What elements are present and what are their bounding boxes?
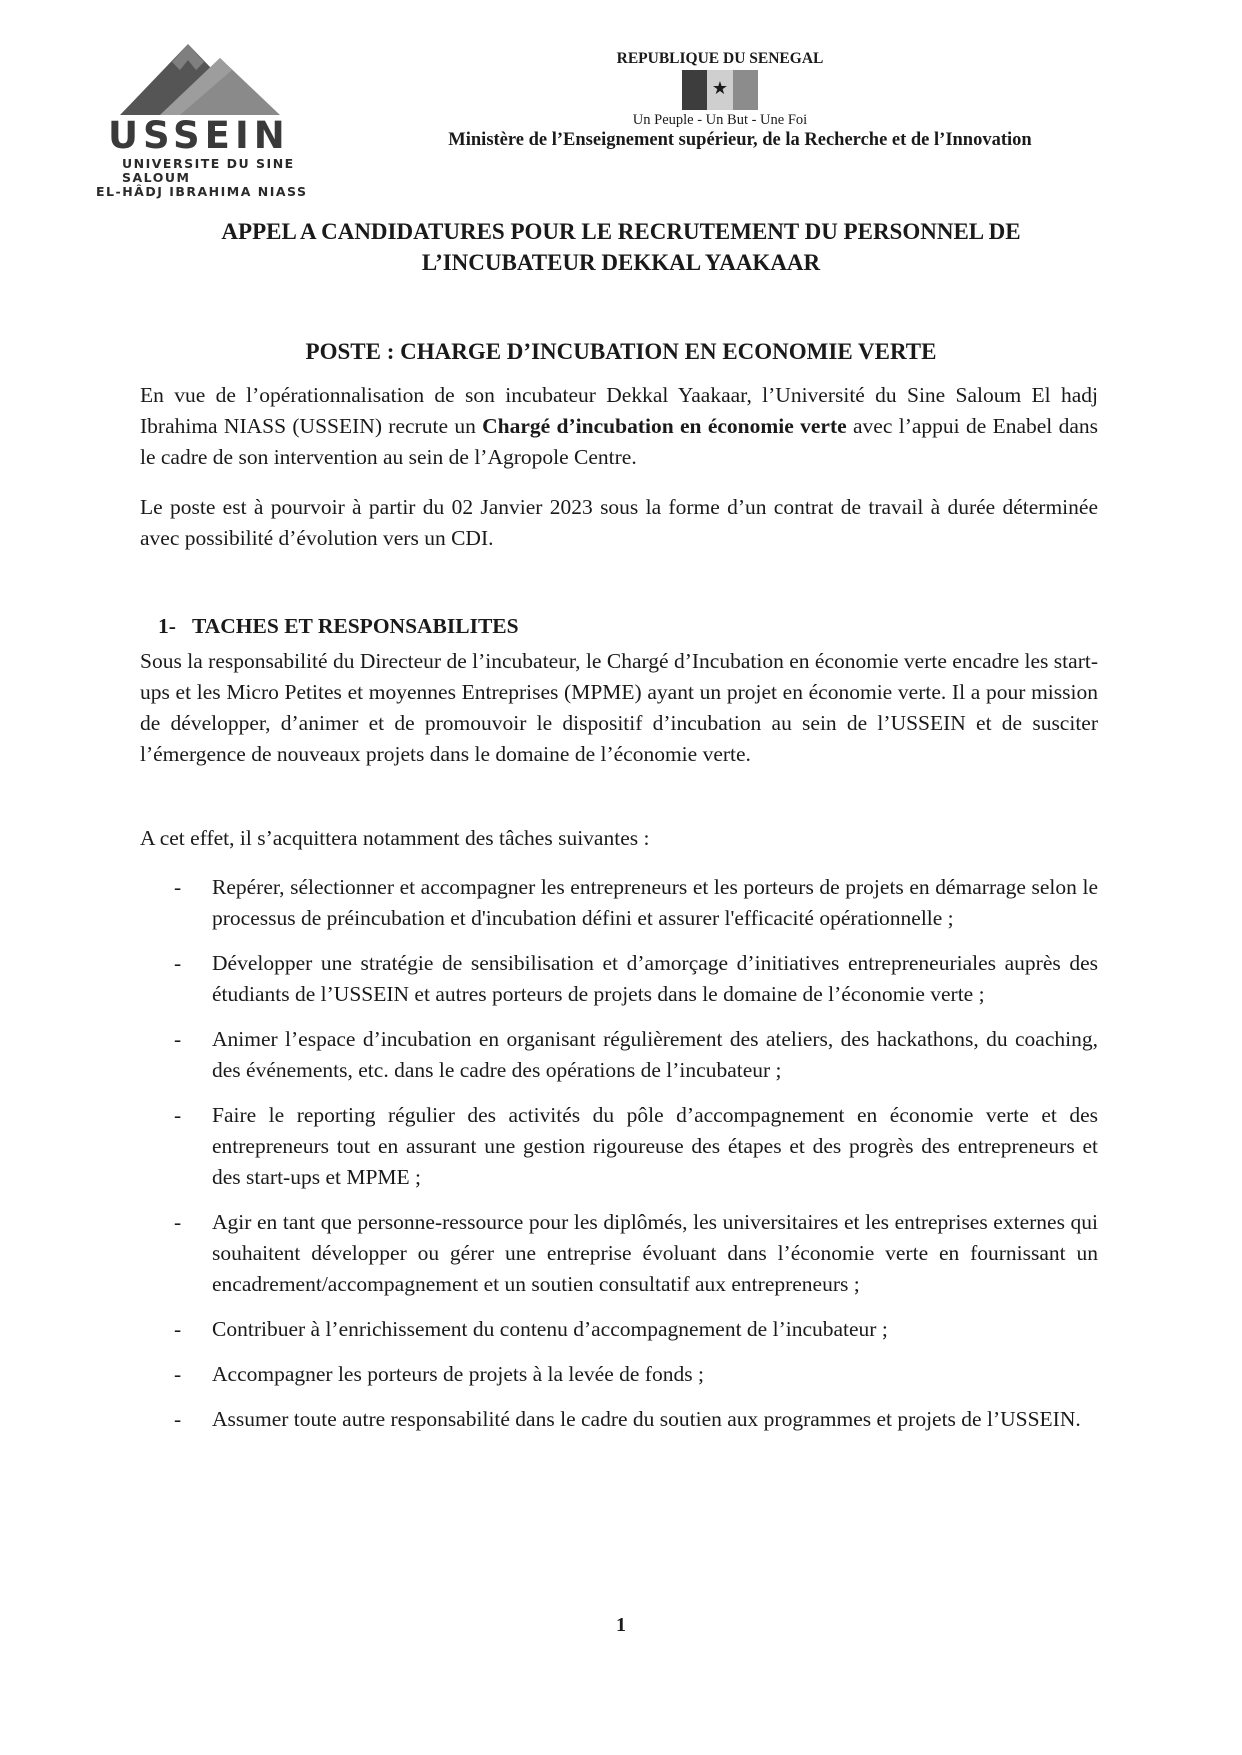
dash-bullet: - bbox=[174, 1027, 182, 1051]
logo-subtitle-2: EL-HÂDJ IBRAHIMA NIASS bbox=[96, 184, 308, 199]
task-text: Assumer toute autre responsabilité dans le cadre du soutien aux programmes et projets de l’USSEIN. bbox=[212, 1407, 1081, 1431]
list-item bbox=[140, 872, 1098, 934]
list-item bbox=[140, 948, 1098, 1010]
title-line-1: APPEL A CANDIDATURES POUR LE RECRUTEMENT DU PERSONNEL DE bbox=[221, 219, 1021, 244]
title-line-2: L’INCUBATEUR DEKKAL YAAKAAR bbox=[421, 250, 821, 275]
ussein-logo bbox=[92, 40, 332, 199]
list-item bbox=[140, 1100, 1098, 1193]
start-date-paragraph bbox=[140, 492, 1098, 554]
national-motto: Un Peuple - Un But - Une Foi bbox=[632, 112, 808, 128]
intro-paragraph bbox=[140, 380, 1098, 473]
intro-text-after: avec l’appui de Enabel dans le cadre de son intervention au sein de l’Agropole Centre. bbox=[140, 414, 1099, 469]
ministry-name: Ministère de l’Enseignement supérieur, de la Recherche et de l’Innovation bbox=[448, 130, 1032, 150]
task-text: Faire le reporting régulier des activités du pôle d’accompagnement en économie verte et des entrepreneurs tout en assurant une gestion rigoureuse des étapes et des progrès des entrepreneurs et des start-ups et MPME ; bbox=[212, 1103, 1098, 1189]
tasks-lead bbox=[140, 823, 1098, 854]
intro-text-bold: Chargé d’incubation en économie verte bbox=[482, 414, 847, 438]
section-title: TACHES ET RESPONSABILITES bbox=[192, 614, 519, 638]
start-date-text: Le poste est à pourvoir à partir du 02 Janvier 2023 sous la forme d’un contrat de travail à durée déterminée avec possibilité d’évolution vers un CDI. bbox=[140, 495, 1098, 550]
dash-bullet: - bbox=[174, 951, 182, 975]
government-header bbox=[400, 50, 1080, 151]
task-text: Accompagner les porteurs de projets à la levée de fonds ; bbox=[212, 1362, 704, 1386]
position-title: POSTE : CHARGE D’INCUBATION EN ECONOMIE VERTE bbox=[305, 339, 937, 364]
dash-bullet: - bbox=[174, 1317, 182, 1341]
dash-bullet: - bbox=[174, 1210, 182, 1234]
list-item bbox=[140, 1404, 1098, 1435]
dash-bullet: - bbox=[174, 1103, 182, 1127]
responsibilities-paragraph bbox=[140, 646, 1098, 770]
list-item bbox=[140, 1314, 1098, 1345]
logo-subtitle-1: UNIVERSITE DU SINE SALOUM bbox=[122, 156, 295, 185]
intro-text-before: En vue de l’opérationnalisation de son incubateur Dekkal Yaakaar, l’Université du Sine Saloum El hadj Ibrahima NIASS (USSEIN) recrute un bbox=[140, 383, 1098, 438]
task-text: Repérer, sélectionner et accompagner les entrepreneurs et les porteurs de projets en démarrage selon le processus de préincubation et d'incubation défini et assurer l'efficacité opérationnelle ; bbox=[212, 875, 1098, 930]
section-number: 1- bbox=[158, 614, 176, 638]
task-text: Contribuer à l’enrichissement du contenu d’accompagnement de l’incubateur ; bbox=[212, 1317, 888, 1341]
dash-bullet: - bbox=[174, 1362, 182, 1386]
document-title bbox=[140, 216, 1102, 278]
republic-label: REPUBLIQUE DU SENEGAL bbox=[616, 50, 824, 67]
senegal-flag bbox=[682, 70, 758, 110]
dash-bullet: - bbox=[174, 1407, 182, 1431]
list-item bbox=[140, 1207, 1098, 1300]
page-number: 1 bbox=[616, 1614, 626, 1636]
star-icon: ★ bbox=[711, 78, 729, 98]
dash-bullet: - bbox=[174, 875, 182, 899]
tasks-lead-text: A cet effet, il s’acquittera notamment des tâches suivantes : bbox=[140, 826, 650, 850]
mountain-logo-icon bbox=[120, 40, 290, 118]
responsibilities-text: Sous la responsabilité du Directeur de l’incubateur, le Chargé d’Incubation en économie verte encadre les start-ups et les Micro Petites et moyennes Entreprises (MPME) ayant un projet en économie verte. Il a pour mission de développer, d’animer et de promouvoir le dispositif d’incubation au sein de l’USSEIN et de susciter l’émergence de nouveaux projets dans le domaine de l’économie verte. bbox=[140, 649, 1098, 766]
list-item bbox=[140, 1359, 1098, 1390]
task-list bbox=[140, 872, 1098, 1449]
list-item bbox=[140, 1024, 1098, 1086]
task-text: Animer l’espace d’incubation en organisant régulièrement des ateliers, des hackathons, du coaching, des événements, etc. dans le cadre des opérations de l’incubateur ; bbox=[212, 1027, 1098, 1082]
task-text: Développer une stratégie de sensibilisation et d’amorçage d’initiatives entrepreneuriales auprès des étudiants de l’USSEIN et autres porteurs de projets dans le domaine de l’économie verte ; bbox=[212, 951, 1098, 1006]
task-text: Agir en tant que personne-ressource pour les diplômés, les universitaires et les entreprises externes qui souhaitent développer ou gérer une entreprise évoluant dans l’économie verte en fournissant un encadrement/accompagnement et un soutien consultatif aux entrepreneurs ; bbox=[212, 1210, 1098, 1296]
logo-name: USSEIN bbox=[108, 114, 290, 157]
section-heading bbox=[158, 614, 519, 639]
